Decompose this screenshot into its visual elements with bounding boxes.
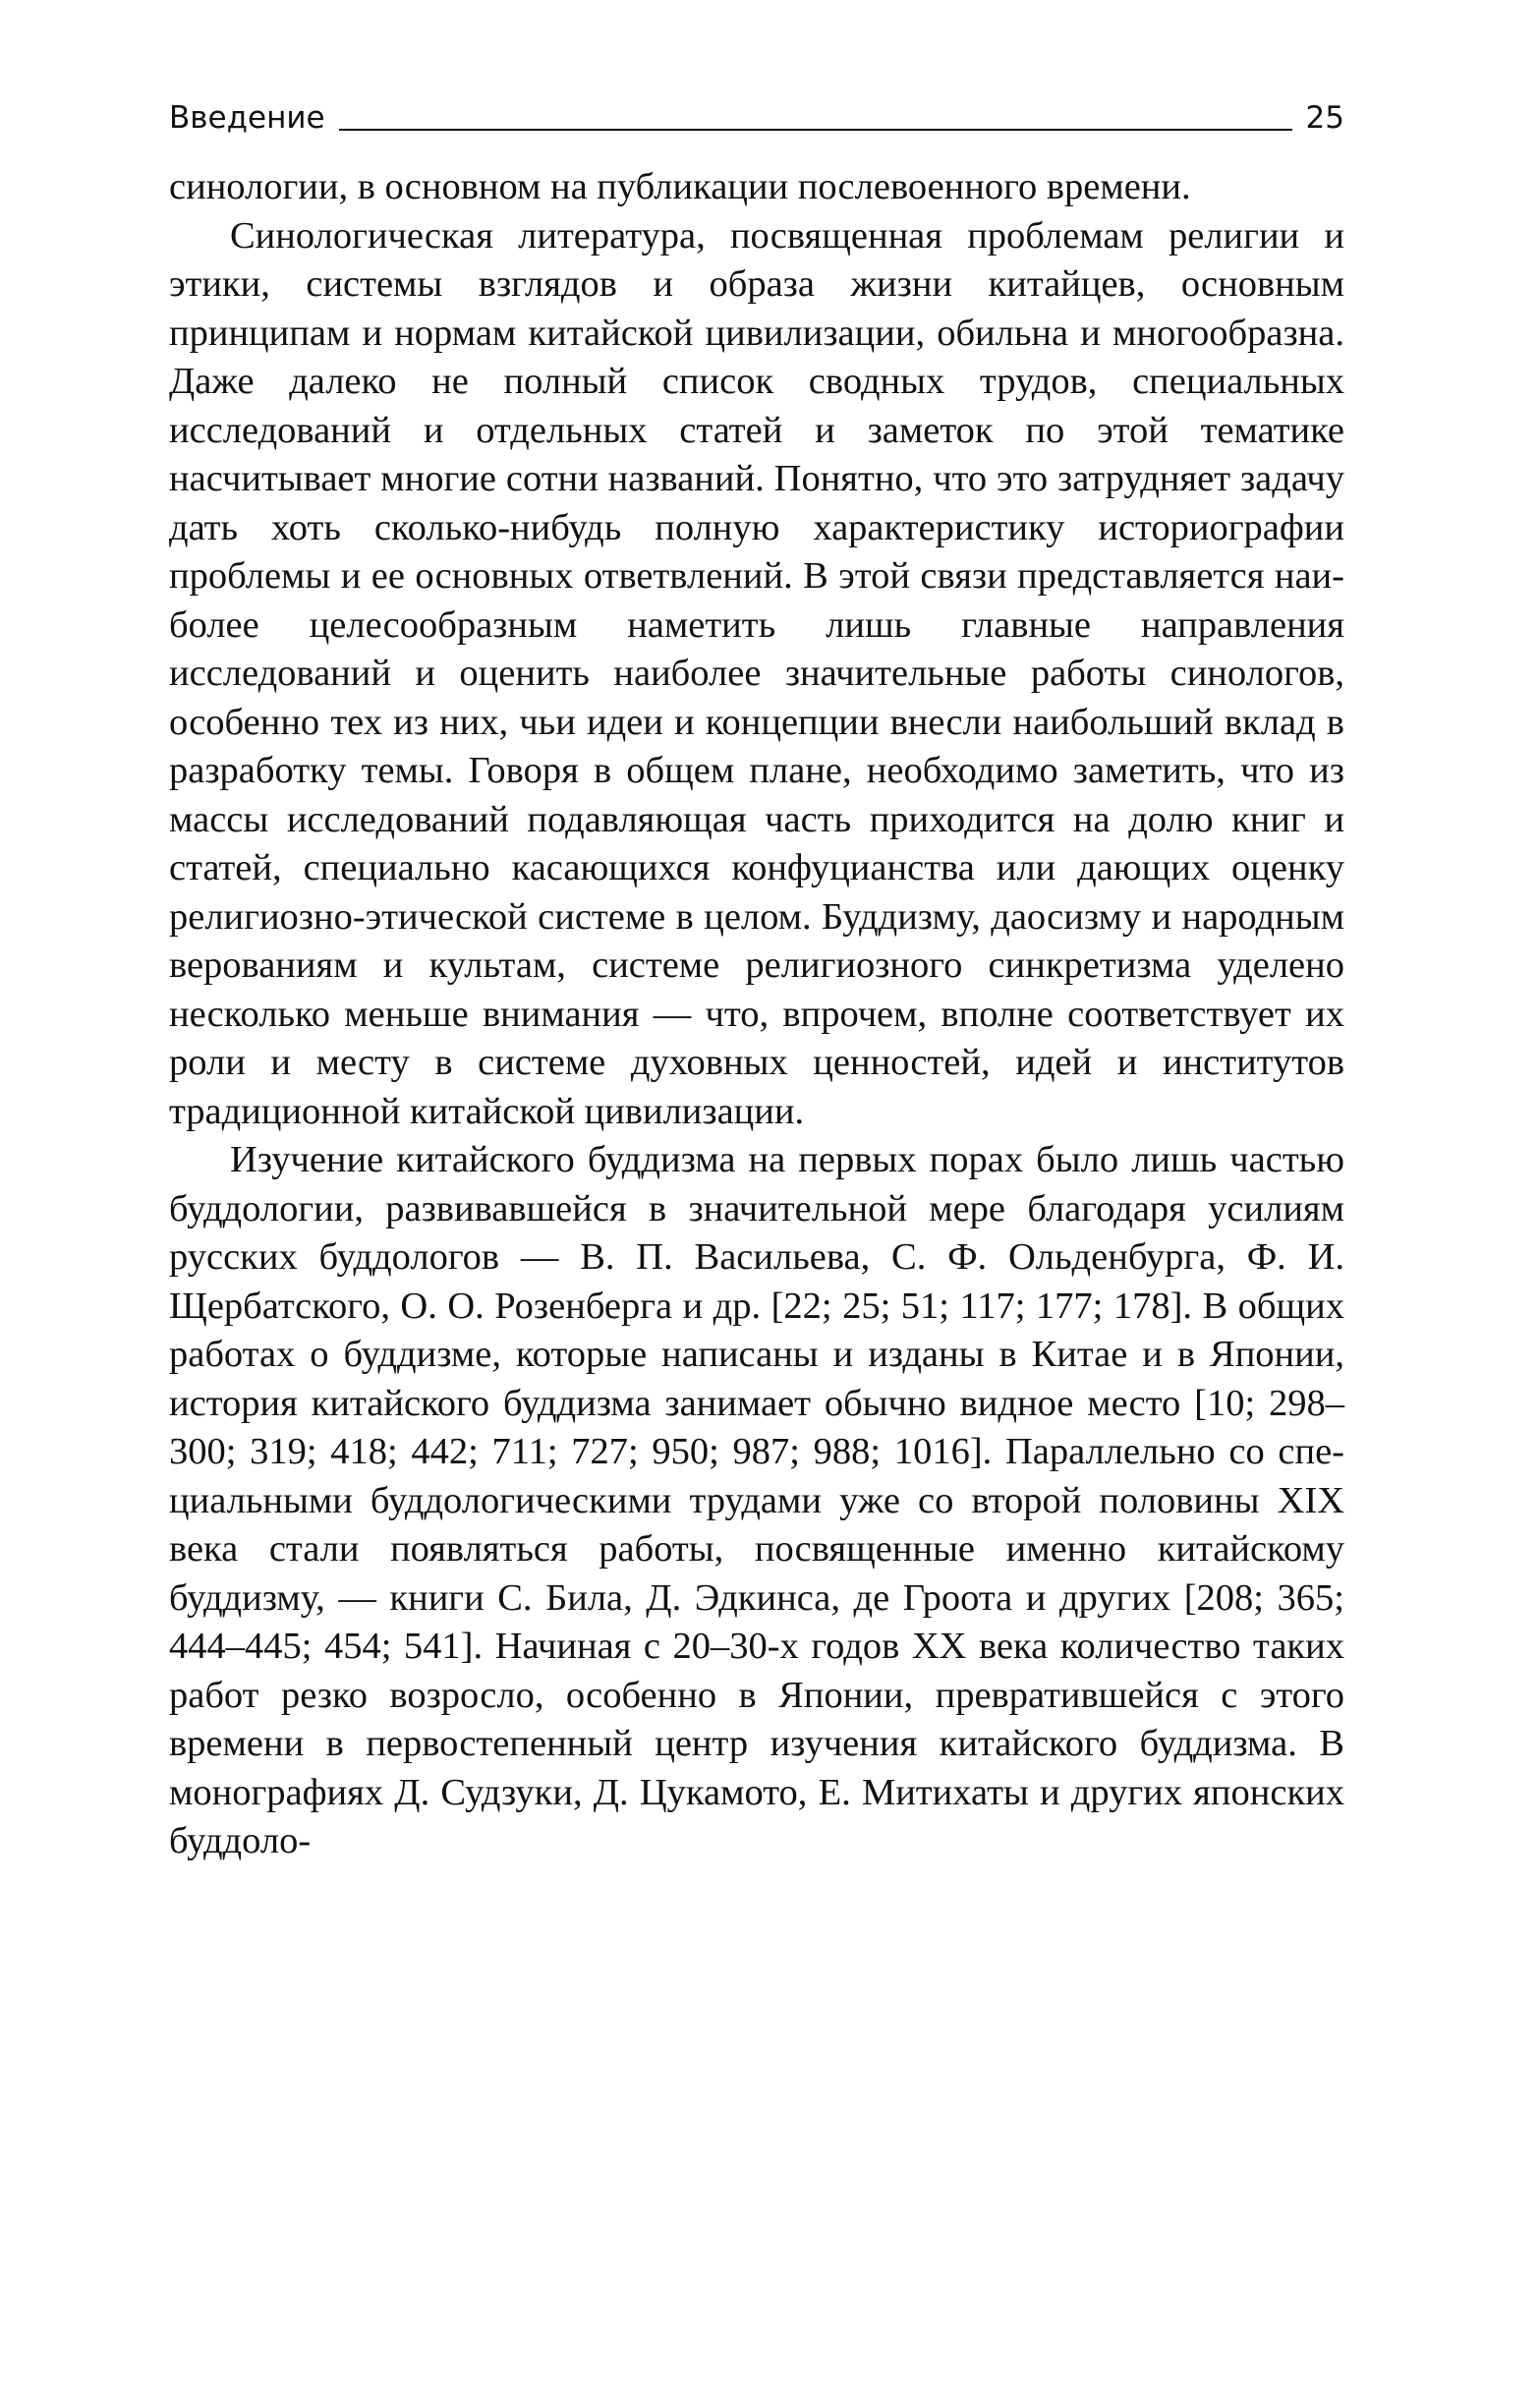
header-rule xyxy=(339,129,1292,131)
body-text xyxy=(169,163,1344,1866)
book-page xyxy=(169,94,1344,1866)
paragraph-continued: синологии, в основном на публикации послевоенного времени. xyxy=(169,166,1191,207)
paragraph-chinese-buddhism: Изучение китайского буддизма на первых порах было лишь частью буддологии, развивавшейся в значительной мере благодаря усилиям русских буддологов — В. П. Васильева, С. Ф. Ольденбурга, Ф. И. Щербатского, О. О. Розенберга и др. [22; 25; 51; 117; 177; 178]. В общих работах о буддизме, которые написаны и изданы в Китае и в Японии, история китайского буддизма занимает обычно видное место [10; 298–300; 319; 418; 442; 711; 727; 950; 987; 988; 1016]. Параллельно со специальными буддологическими трудами уже со второй половины XIX века стали появляться работы, посвященные именно китайскому буддизму, — книги С. Била, Д. Эдкинса, де Гроота и других [208; 365; 444–445; 454; 541]. Начиная с 20–30-х годов XX века количество таких работ резко возросло, особенно в Японии, превратившейся с этого времени в первостепенный центр изучения китайского буддизма. В монографиях Д. Судзуки, Д. Цукамото, Е. Митихаты и других японских буддоло- xyxy=(169,1139,1344,1861)
paragraph-sinological-literature: Синологическая литература, посвященная проблемам религии и этики, системы взглядов и образа жизни китайцев, основным принципам и нормам китайской цивилизации, обильна и многообразна. Даже далеко не полный список сводных трудов, специальных исследований и отдельных статей и заметок по этой тематике насчитывает многие сотни названий. Понятно, что это затрудняет задачу дать хоть сколько-нибудь полную характеристику историографии проблемы и ее основных ответвлений. В этой связи представляется наиболее целесообразным наметить лишь главные направления исследований и оценить наиболее значительные работы синологов, особенно тех из них, чьи идеи и концепции внесли наибольший вклад в разработку темы. Говоря в общем плане, необходимо заметить, что из массы исследований подавляющая часть приходится на долю книг и статей, специально касающихся конфуцианства или дающих оценку религиозно-этической системе в целом. Буддизму, даосизму и народным верованиям и культам, системе религиозного синкретизма уделено несколько меньше внимания — что, впрочем, вполне соответствует их роли и месту в системе духовных ценностей, идей и институтов традиционной китайской цивилизации. xyxy=(169,214,1344,1132)
section-title: Введение xyxy=(169,100,325,136)
page-number: 25 xyxy=(1305,100,1344,136)
running-header xyxy=(169,94,1344,138)
